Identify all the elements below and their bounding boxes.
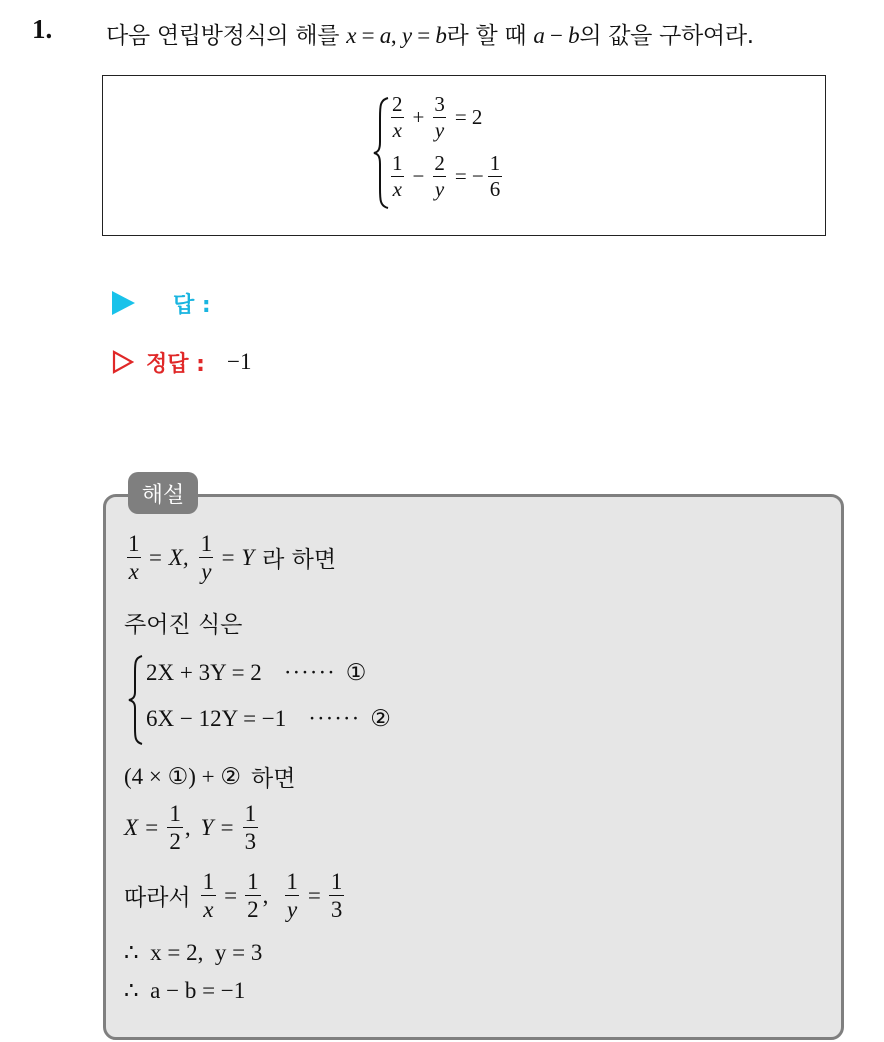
equation: 6X − 12Y = −1 xyxy=(146,706,287,731)
math-text: X = xyxy=(124,814,160,840)
korean-text: 라 하면 xyxy=(262,547,337,573)
var-y: y xyxy=(401,23,412,48)
circled-number: ① xyxy=(345,660,367,685)
denominator: x xyxy=(128,559,139,584)
denominator: 6 xyxy=(489,177,501,201)
denominator: y xyxy=(287,897,298,922)
explanation-line-5 xyxy=(124,760,295,793)
denominator: 2 xyxy=(169,829,181,854)
math-text: = X, xyxy=(147,544,189,570)
var-a: a xyxy=(379,23,391,48)
comma: , xyxy=(262,882,269,908)
math-text: = Y xyxy=(220,544,255,570)
var-a: a xyxy=(533,23,545,48)
denominator: x xyxy=(392,118,402,142)
fraction xyxy=(245,870,261,921)
math-text: (4 × ①) + ② xyxy=(124,763,241,789)
answer-row xyxy=(112,288,211,318)
question-text xyxy=(106,17,754,50)
equation-2 xyxy=(388,153,504,200)
var-b: b xyxy=(568,23,580,48)
left-brace xyxy=(126,654,144,746)
circled-number: ② xyxy=(370,706,391,731)
outline-triangle-icon xyxy=(112,350,134,374)
math-text: Y = xyxy=(200,814,235,840)
denominator: y xyxy=(434,118,445,142)
question-mid: 라 할 때 xyxy=(446,23,527,49)
numerator: 2 xyxy=(434,151,445,175)
numerator: 1 xyxy=(247,869,259,894)
fraction xyxy=(201,870,217,921)
numerator: 1 xyxy=(489,151,501,175)
numerator: 3 xyxy=(434,92,445,116)
explanation-line-3 xyxy=(146,660,366,686)
denominator: y xyxy=(434,177,445,201)
dots: ······ xyxy=(283,660,336,685)
explanation-line-1 xyxy=(124,532,336,583)
explanation-line-8: ∴ x = 2, y = 3 xyxy=(124,940,263,965)
fraction xyxy=(167,802,183,853)
equals: = xyxy=(411,23,436,48)
denominator: x xyxy=(392,177,402,201)
rhs: = 2 xyxy=(454,105,483,129)
fraction xyxy=(126,532,142,583)
question-suffix: 의 값을 구하여라. xyxy=(579,23,754,49)
explanation-line-9: ∴ a − b = −1 xyxy=(124,978,246,1003)
fraction xyxy=(390,153,405,200)
explanation-line-4 xyxy=(146,706,391,732)
fraction xyxy=(488,153,503,200)
fraction xyxy=(243,802,259,853)
korean-text: 따라서 xyxy=(124,885,191,911)
play-triangle-icon xyxy=(112,291,135,315)
rhs: = − xyxy=(454,164,484,188)
var-x: x xyxy=(346,23,357,48)
solution-label: 정답 : xyxy=(146,351,205,377)
explanation-line-6 xyxy=(124,802,260,853)
dots: ······ xyxy=(308,706,361,731)
fraction xyxy=(390,94,405,141)
numerator: 1 xyxy=(330,869,343,894)
equation-1 xyxy=(388,94,482,141)
numerator: 1 xyxy=(128,531,140,556)
solution-value: −1 xyxy=(226,349,252,374)
explanation-line-7 xyxy=(124,870,346,921)
question-number: 1. xyxy=(32,14,53,44)
fraction xyxy=(199,532,215,583)
var-b: b xyxy=(435,23,447,48)
numerator: 1 xyxy=(202,869,215,894)
fraction xyxy=(432,153,447,200)
equals: = xyxy=(356,23,380,48)
numerator: 1 xyxy=(286,869,298,894)
numerator: 1 xyxy=(392,151,403,175)
operator: + xyxy=(412,105,425,129)
numerator: 1 xyxy=(169,801,181,826)
fraction xyxy=(432,94,447,141)
fraction xyxy=(329,870,345,921)
answer-label: 답 : xyxy=(173,292,211,318)
denominator: 2 xyxy=(247,897,259,922)
equals: = xyxy=(224,882,238,908)
solution-row xyxy=(112,346,251,378)
denominator: y xyxy=(201,559,212,584)
explanation-tag: 해설 xyxy=(128,472,198,514)
equation: 2X + 3Y = 2 xyxy=(146,660,262,685)
korean-text: 하면 xyxy=(251,766,296,792)
operator: − xyxy=(412,164,425,188)
minus: − xyxy=(544,23,569,48)
comma: , xyxy=(184,814,191,840)
denominator: 3 xyxy=(244,829,257,854)
fraction xyxy=(284,870,300,921)
explanation-line-2: 주어진 식은 xyxy=(124,612,243,638)
numerator: 2 xyxy=(392,92,403,116)
denominator: x xyxy=(203,897,214,922)
denominator: 3 xyxy=(330,897,343,922)
numerator: 1 xyxy=(244,801,257,826)
comma: , xyxy=(390,23,402,48)
equals: = xyxy=(307,882,321,908)
question-prefix: 다음 연립방정식의 해를 xyxy=(106,23,340,49)
numerator: 1 xyxy=(200,531,213,556)
